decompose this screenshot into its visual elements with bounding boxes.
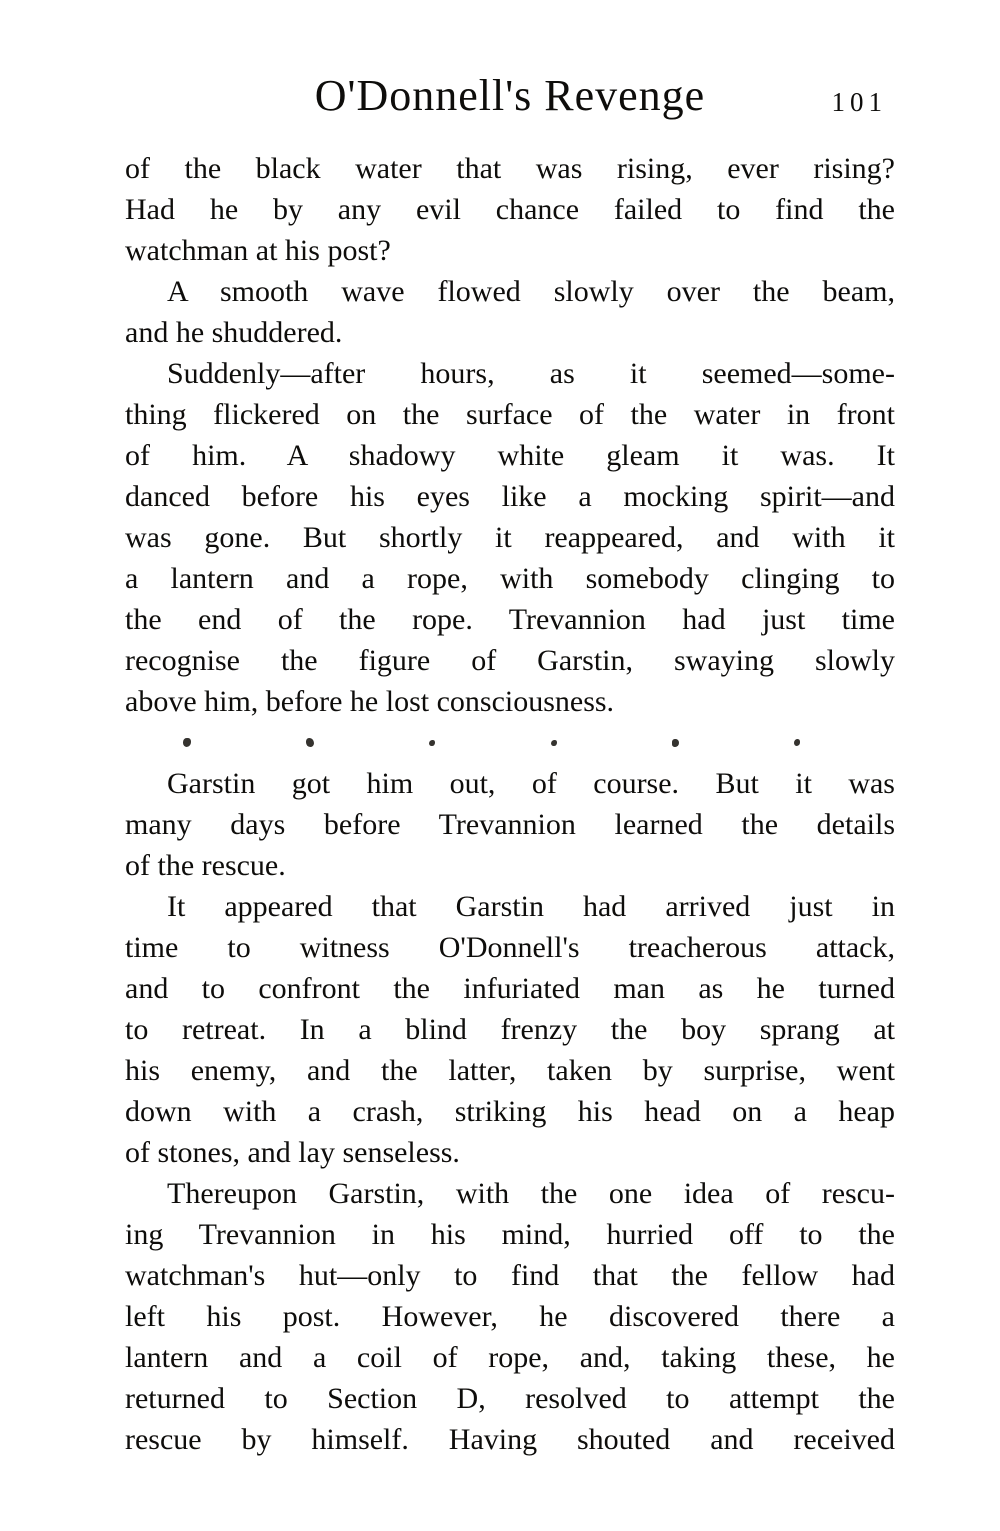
text-line: time to witness O'Donnell's treacherous attack, [125,931,895,964]
paragraph [125,353,895,722]
section-break-dot [672,739,679,747]
text-line: of the black water that was rising, ever rising? [125,152,895,185]
text-line: a lantern and a rope, with somebody clinging to [125,562,895,595]
paragraph [125,886,895,1173]
text-line: left his post. However, he discovered there a [125,1300,895,1333]
text-line: and to confront the infuriated man as he turned [125,972,895,1005]
text-line: A smooth wave flowed slowly over the beam, [167,275,895,308]
text-line: of stones, and lay senseless. [125,1136,460,1169]
text-line: watchman at his post? [125,234,391,267]
section-break [125,722,895,763]
paragraph [125,763,895,886]
section-break-dot [183,738,191,747]
text-line: thing flickered on the surface of the water in front [125,398,895,431]
text-line: Suddenly—after hours, as it seemed—some- [167,357,895,390]
paragraph [125,271,895,353]
text-line: Thereupon Garstin, with the one idea of rescu- [167,1177,895,1210]
text-line: many days before Trevannion learned the details [125,808,895,841]
text-line: danced before his eyes like a mocking spirit—and [125,480,895,513]
text-line: the end of the rope. Trevannion had just time [125,603,895,636]
text-line: above him, before he lost consciousness. [125,685,615,718]
text-line: It appeared that Garstin had arrived just in [167,890,895,923]
text-line: recognise the figure of Garstin, swaying slowly [125,644,895,677]
paragraph [125,148,895,271]
text-line: lantern and a coil of rope, and, taking these, he [125,1341,895,1374]
text-line: rescue by himself. Having shouted and received [125,1423,895,1456]
running-title: O'Donnell's Revenge [314,71,706,120]
text-line: Garstin got him out, of course. But it was [167,767,895,800]
text-line: and he shuddered. [125,316,343,349]
text-line: of the rescue. [125,849,286,882]
text-line: down with a crash, striking his head on a heap [125,1095,895,1128]
paragraph [125,1173,895,1460]
text-line: Had he by any evil chance failed to find the [125,193,895,226]
page-number: 101 [831,87,887,117]
text-body [125,148,895,1460]
page-header [125,68,895,128]
section-break-dot [794,739,800,746]
section-break-dot [429,740,435,746]
section-break-dot [551,740,557,746]
section-break-dot [306,738,314,747]
text-line: ing Trevannion in his mind, hurried off to the [125,1218,895,1251]
text-line: returned to Section D, resolved to attempt the [125,1382,895,1415]
text-line: to retreat. In a blind frenzy the boy sprang at [125,1013,895,1046]
text-line: of him. A shadowy white gleam it was. It [125,439,895,472]
text-line: his enemy, and the latter, taken by surprise, went [125,1054,895,1087]
text-line: watchman's hut—only to find that the fellow had [125,1259,895,1292]
text-line: was gone. But shortly it reappeared, and with it [125,521,895,554]
